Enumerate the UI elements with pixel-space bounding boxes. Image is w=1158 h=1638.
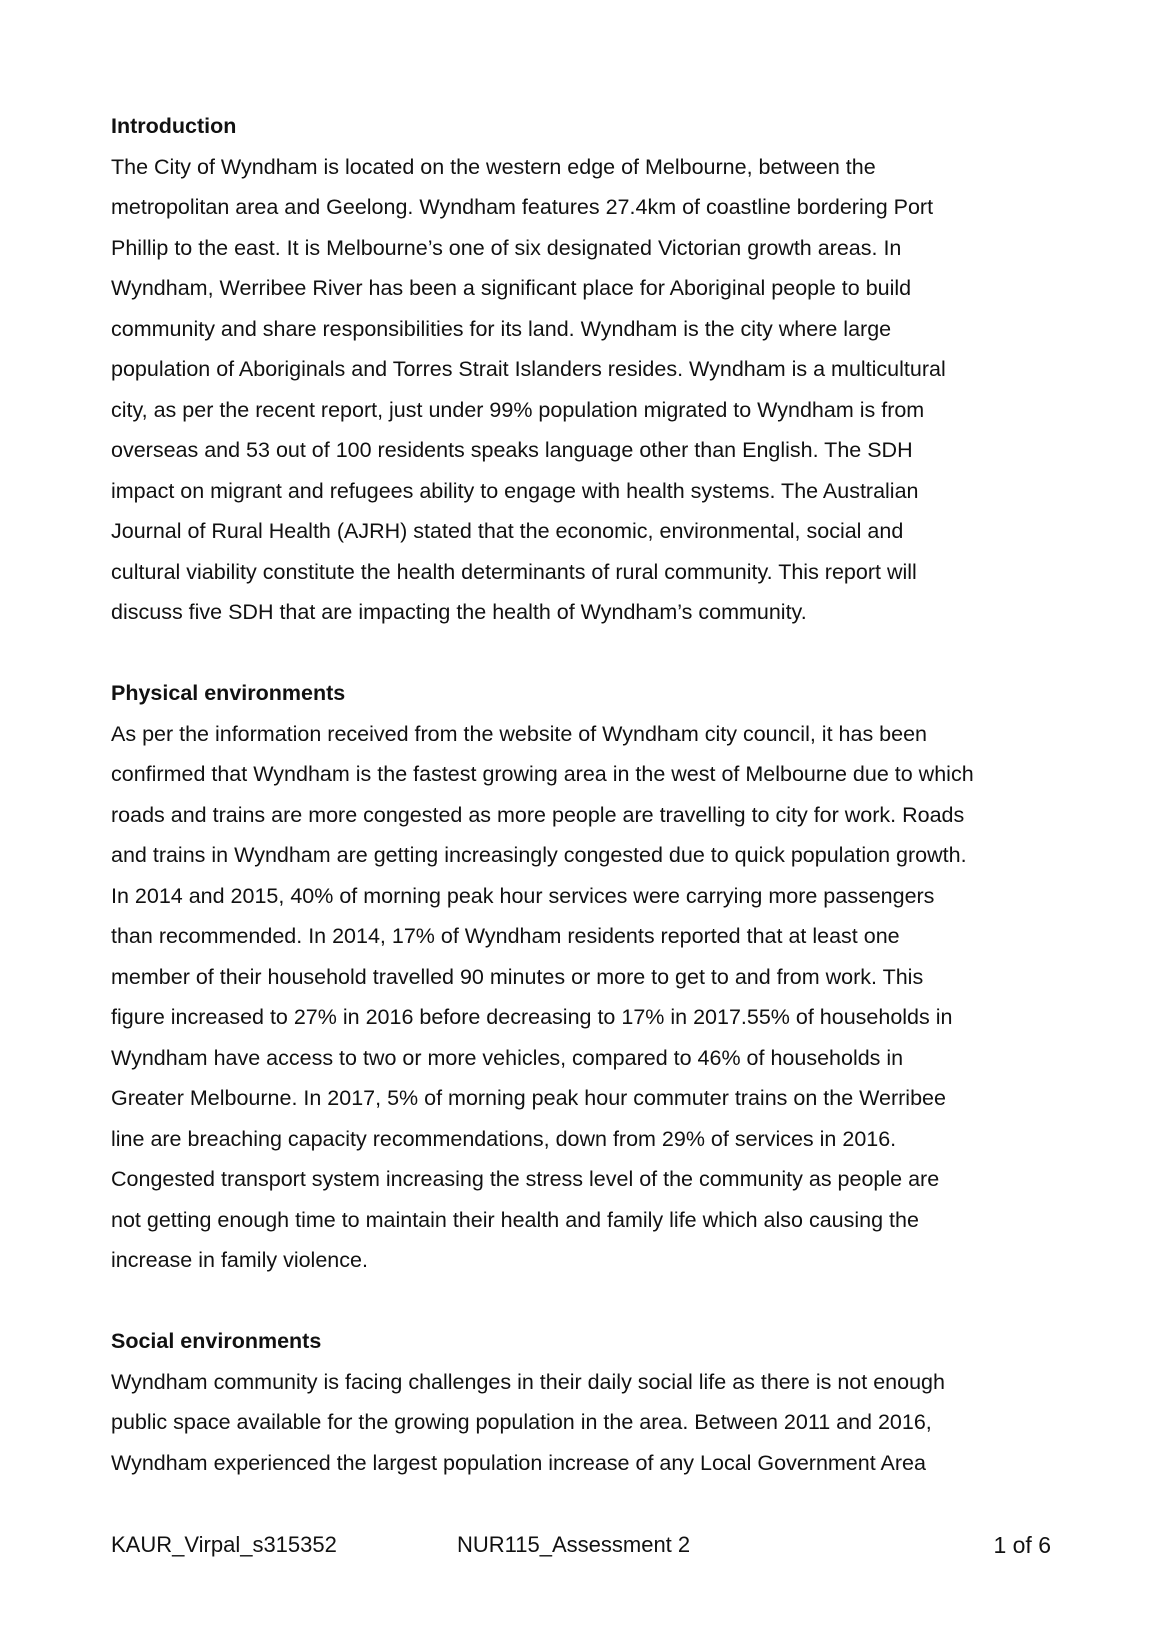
text-line: line are breaching capacity recommendations, down from 29% of services in 2016. bbox=[111, 1126, 897, 1151]
section-spacer bbox=[111, 1281, 1071, 1322]
text-line: As per the information received from the website of Wyndham city council, it has been bbox=[111, 721, 928, 746]
text-line: Greater Melbourne. In 2017, 5% of morning peak hour commuter trains on the Werribee bbox=[111, 1086, 946, 1110]
text-line: than recommended. In 2014, 17% of Wyndham residents reported that at least one bbox=[111, 924, 900, 948]
text-line: Phillip to the east. It is Melbourne’s one of six designated Victorian growth areas. In bbox=[111, 235, 902, 260]
page-footer bbox=[111, 1528, 1051, 1562]
section-body bbox=[111, 1362, 1071, 1484]
text-line: Congested transport system increasing the stress level of the community as people are bbox=[111, 1167, 940, 1191]
section-introduction bbox=[111, 106, 1071, 633]
section-physical-environments bbox=[111, 673, 1071, 1281]
text-line: city, as per the recent report, just under 99% population migrated to Wyndham is from bbox=[111, 397, 925, 422]
footer-page-number: 1 of 6 bbox=[993, 1532, 1051, 1558]
text-line: impact on migrant and refugees ability to engage with health systems. The Australian bbox=[111, 478, 919, 503]
text-line: overseas and 53 out of 100 residents speaks language other than English. The SDH bbox=[111, 438, 913, 462]
section-heading: Introduction bbox=[111, 114, 237, 138]
section-heading: Social environments bbox=[111, 1329, 322, 1353]
text-line: confirmed that Wyndham is the fastest growing area in the west of Melbourne due to which bbox=[111, 762, 974, 786]
section-body bbox=[111, 714, 1071, 1281]
text-line: public space available for the growing population in the area. Between 2011 and 2016, bbox=[111, 1410, 932, 1434]
text-line: metropolitan area and Geelong. Wyndham features 27.4km of coastline bordering Port bbox=[111, 195, 934, 219]
text-line: figure increased to 27% in 2016 before decreasing to 17% in 2017.55% of households in bbox=[111, 1005, 953, 1029]
text-line: discuss five SDH that are impacting the health of Wyndham’s community. bbox=[111, 600, 807, 624]
text-line: cultural viability constitute the health determinants of rural community. This report will bbox=[111, 559, 917, 584]
text-line: population of Aboriginals and Torres Strait Islanders resides. Wyndham is a multicultural bbox=[111, 357, 946, 381]
text-line: Wyndham, Werribee River has been a significant place for Aboriginal people to build bbox=[111, 276, 912, 300]
text-line: The City of Wyndham is located on the western edge of Melbourne, between the bbox=[111, 154, 876, 179]
text-line: community and share responsibilities for its land. Wyndham is the city where large bbox=[111, 316, 892, 341]
text-line: In 2014 and 2015, 40% of morning peak hour services were carrying more passengers bbox=[111, 883, 935, 908]
text-line: roads and trains are more congested as more people are travelling to city for work. Roads bbox=[111, 802, 965, 827]
text-line: Wyndham community is facing challenges in their daily social life as there is not enough bbox=[111, 1369, 945, 1394]
section-social-environments bbox=[111, 1321, 1071, 1483]
text-line: Journal of Rural Health (AJRH) stated that the economic, environmental, social and bbox=[111, 519, 904, 543]
section-body bbox=[111, 147, 1071, 633]
text-line: member of their household travelled 90 minutes or more to get to and from work. This bbox=[111, 964, 924, 989]
section-spacer bbox=[111, 633, 1071, 674]
text-line: Wyndham experienced the largest population increase of any Local Government Area bbox=[111, 1450, 926, 1475]
footer-course: NUR115_Assessment 2 bbox=[457, 1532, 691, 1557]
footer-author: KAUR_Virpal_s315352 bbox=[111, 1532, 337, 1557]
text-line: and trains in Wyndham are getting increasingly congested due to quick population growth. bbox=[111, 843, 967, 867]
text-line: Wyndham have access to two or more vehicles, compared to 46% of households in bbox=[111, 1045, 904, 1070]
text-line: not getting enough time to maintain their health and family life which also causing the bbox=[111, 1207, 919, 1232]
section-heading: Physical environments bbox=[111, 681, 346, 705]
document-page bbox=[111, 106, 1071, 1483]
text-line: increase in family violence. bbox=[111, 1248, 368, 1272]
